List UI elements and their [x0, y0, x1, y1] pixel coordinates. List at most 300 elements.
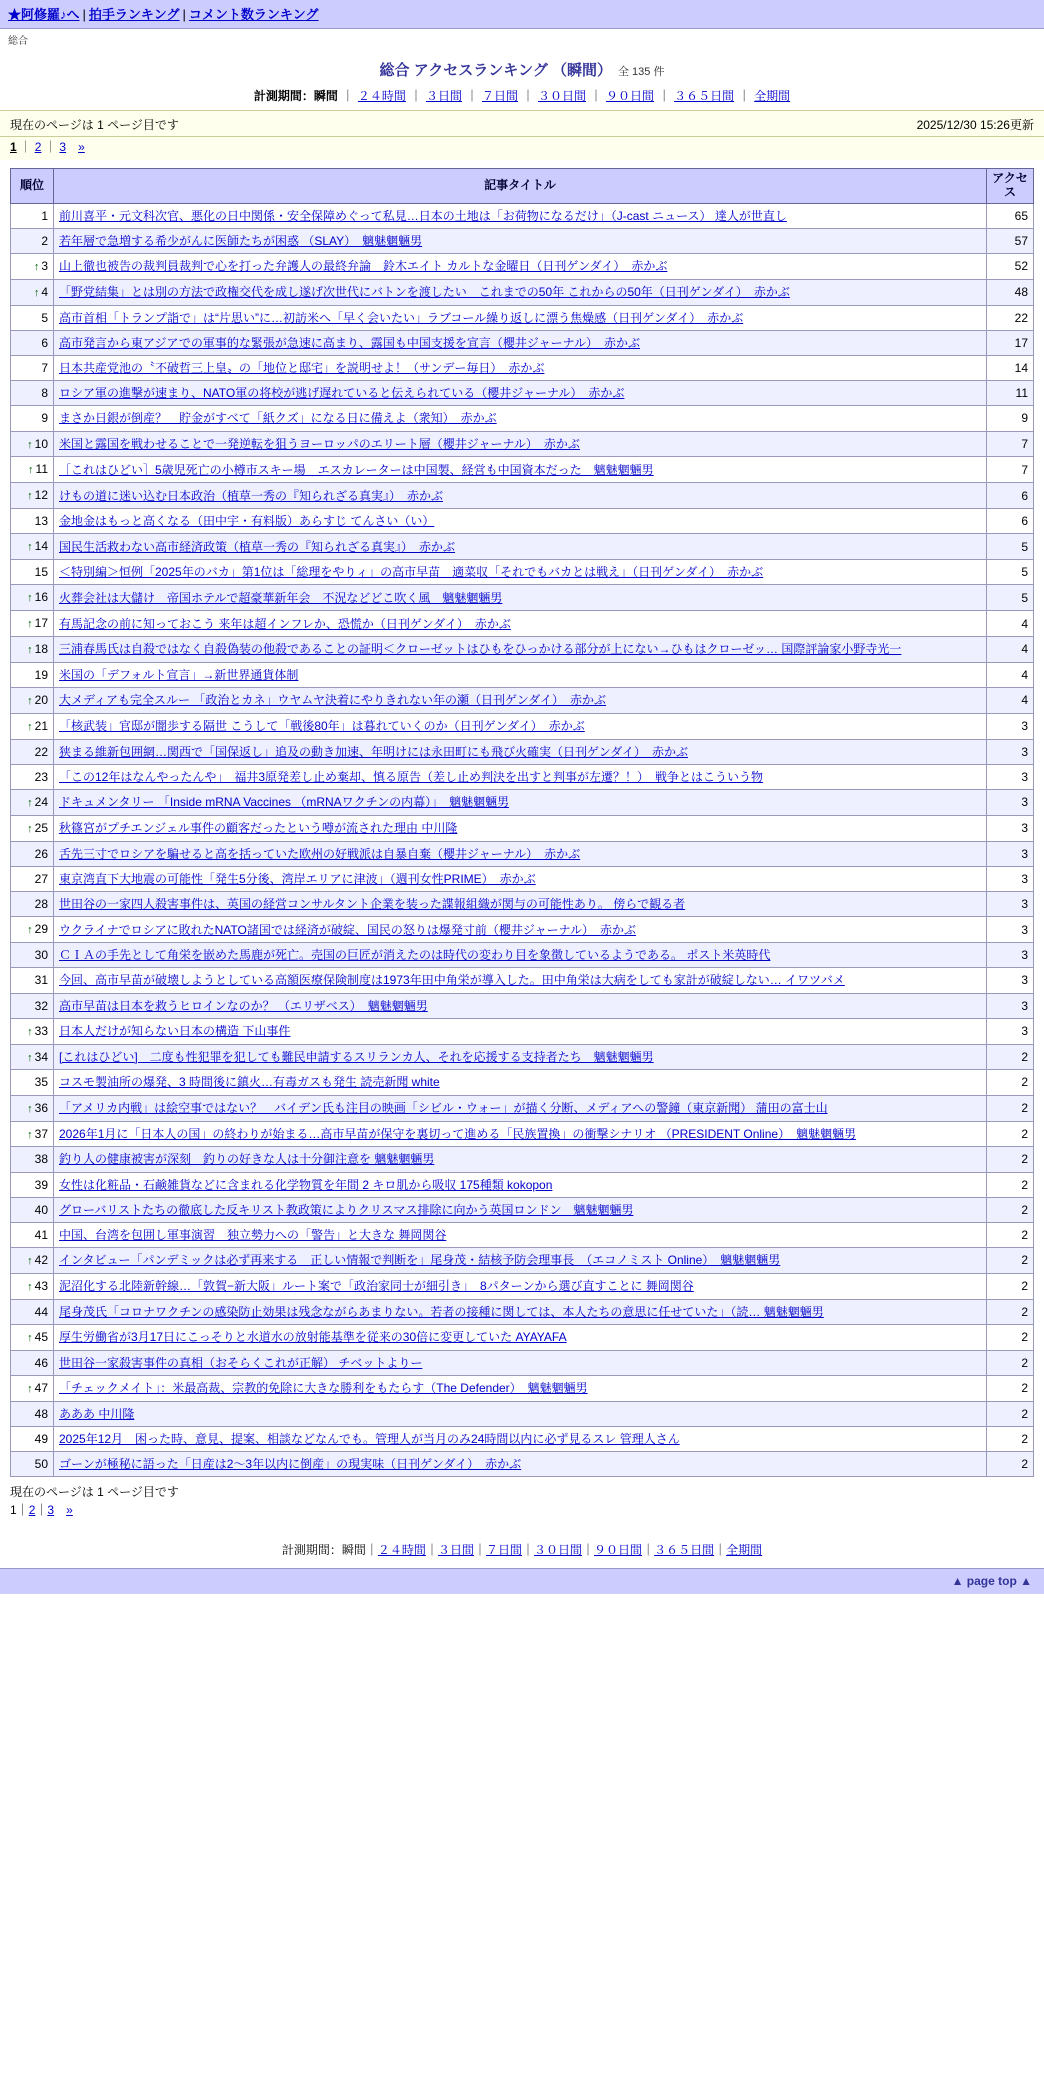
table-row — [11, 305, 1034, 330]
table-row — [11, 483, 1034, 509]
rank-cell — [11, 483, 54, 509]
nav-link-clap-ranking[interactable]: 拍手ランキング — [88, 7, 180, 22]
article-link[interactable]: 東京湾直下大地震の可能性「発生5分後、湾岸エリアに津波」（週刊女性PRIME） 赤かぶ — [59, 872, 536, 886]
title-cell — [54, 1172, 987, 1197]
table-row — [11, 560, 1034, 585]
article-link[interactable]: ＣＩＡの手先として角栄を嵌めた馬鹿が死亡。売国の巨匠が消えたのは時代の変わり目を象徴しているようである。 ポスト米英時代 — [59, 948, 771, 963]
period-sep-bottom-3: ｜ — [473, 1543, 486, 1558]
rank-cell — [11, 662, 54, 687]
rank-cell — [11, 1376, 54, 1402]
rank-up-icon: ↑ — [33, 286, 40, 299]
rank-number: 39 — [34, 1177, 48, 1192]
article-link[interactable]: 今回、高市早苗が破壊しようとしている高額医療保険制度は1973年田中角栄が導入した。田中角栄は大病をしても家計が破綻しない… イワツバメ — [59, 973, 845, 988]
title-cell — [54, 764, 987, 789]
period-option-top-1[interactable]: ２４時間 — [357, 89, 406, 103]
table-row — [11, 1044, 1034, 1070]
period-option-bottom-1[interactable]: ２４時間 — [377, 1543, 426, 1558]
period-sep-top-4: ｜ — [522, 89, 535, 103]
rank-number: 20 — [34, 693, 48, 708]
pager-bottom-page-1[interactable]: 1 — [10, 1503, 17, 1518]
table-row — [11, 1197, 1034, 1222]
access-count: 7 — [987, 457, 1034, 483]
title-cell — [54, 611, 987, 637]
article-link[interactable]: 世田谷の一家四人殺害事件は、英国の経営コンサルタント企業を装った諜報組織が関与の可能性あり。 傍らで観る者 — [59, 897, 686, 912]
access-count: 2 — [987, 1248, 1034, 1274]
rank-number: 23 — [34, 769, 48, 784]
access-count: 5 — [987, 534, 1034, 560]
table-row — [11, 253, 1034, 279]
period-option-bottom-0[interactable]: 瞬間 — [341, 1543, 366, 1558]
period-option-bottom-3[interactable]: ７日間 — [485, 1543, 522, 1558]
access-count: 3 — [987, 993, 1034, 1018]
rank-up-icon: ↑ — [27, 695, 33, 708]
access-count: 22 — [987, 305, 1034, 330]
rank-number: 21 — [34, 718, 48, 733]
rank-number: 10 — [34, 436, 48, 451]
article-link[interactable]: 三浦春馬氏は自殺ではなく自殺偽装の他殺であることの証明＜クローゼットはひもをひっかける部分が上にない→ひもはクローゼッ… 国際評論家小野寺光一 — [59, 642, 902, 657]
title-cell — [54, 713, 987, 739]
table-row — [11, 1222, 1034, 1247]
table-row — [11, 739, 1034, 764]
access-count: 3 — [987, 739, 1034, 764]
rank-number: 19 — [34, 667, 48, 682]
period-option-top-6[interactable]: ３６５日間 — [674, 89, 735, 103]
article-link[interactable]: まさか日銀が倒産？ 貯金がすべて「紙クズ」になる日に備えよ（衆知） 赤かぶ — [59, 411, 497, 426]
period-sep-top-5: ｜ — [590, 89, 603, 103]
access-count: 57 — [987, 228, 1034, 253]
article-link[interactable]: 有馬記念の前に知っておこう 来年は超インフレか、恐慌か（日刊ゲンダイ） 赤かぶ — [59, 616, 511, 631]
rank-up-icon: ↑ — [28, 464, 34, 477]
rank-cell — [11, 892, 54, 917]
rank-cell — [11, 406, 54, 431]
pager-top-sep-1: ｜ — [19, 140, 32, 154]
article-link[interactable]: 金地金はもっと高くなる（田中宇・有料版）あらすじ てんさい（い） — [59, 514, 435, 529]
period-sep-top-3: ｜ — [465, 89, 478, 103]
article-link[interactable]: 「野党結集」とは別の方法で政権交代を成し遂げ次世代にバトンを渡したい これまでの50年 これからの50年（日刊ゲンダイ） 赤かぶ — [59, 285, 790, 300]
access-count: 3 — [987, 764, 1034, 789]
rank-cell — [11, 739, 54, 764]
article-link[interactable]: 国民生活救わない高市経済政策（植草一秀の『知られざる真実』） 赤かぶ — [59, 539, 456, 554]
rank-number: 4 — [41, 284, 48, 299]
title-cell — [54, 1147, 987, 1172]
table-row — [11, 892, 1034, 917]
table-row — [11, 611, 1034, 637]
table-row — [11, 867, 1034, 892]
rank-up-icon: ↑ — [27, 1331, 33, 1344]
article-link[interactable]: 舌先三寸でロシアを騙せると高を括っていた欧州の好戦派は自暴自棄（櫻井ジャーナル） 赤かぶ — [59, 846, 581, 861]
rank-number: 13 — [34, 514, 48, 529]
article-link[interactable]: 中国、台湾を包囲し軍事演習 独立勢力への「警告」と大きな 舞岡関谷 — [59, 1227, 447, 1242]
access-count: 4 — [987, 688, 1034, 714]
table-row — [11, 1299, 1034, 1324]
rank-up-icon: ↑ — [27, 490, 33, 503]
article-link[interactable]: 日本共産党池の〝不破哲三上皇〟の「地位と邸宅」を説明せよ！（サンデー毎日） 赤かぶ — [59, 361, 545, 376]
rank-cell — [11, 1147, 54, 1172]
rank-cell — [11, 1121, 54, 1147]
table-row — [11, 1248, 1034, 1274]
table-row — [11, 1070, 1034, 1095]
period-sep-bottom-2: ｜ — [425, 1543, 438, 1558]
current-page-text-top: 現在のページは 1 ページ目です — [10, 118, 179, 132]
article-link[interactable]: ［これはひどい］5歳児死亡の小樽市スキー場 エスカレーターは中国製、経営も中国資本だった 魑魅魍魎男 — [59, 462, 654, 477]
table-row — [11, 1324, 1034, 1350]
rank-up-icon: ↑ — [27, 1102, 33, 1115]
rank-up-icon: ↑ — [33, 260, 40, 273]
rank-number: 42 — [34, 1253, 48, 1268]
table-row — [11, 279, 1034, 305]
rank-cell — [11, 1197, 54, 1222]
column-header-title: 記事タイトル — [54, 169, 987, 204]
period-sep-bottom-5: ｜ — [582, 1543, 595, 1558]
pager-bottom-page-3[interactable]: 3 — [47, 1503, 55, 1518]
rank-up-icon: ↑ — [27, 592, 33, 605]
rank-number: 27 — [34, 872, 48, 886]
access-count: 2 — [987, 1121, 1034, 1147]
article-link[interactable]: 若年層で急増する希少がんに医師たちが困惑 （SLAY） 魑魅魍魎男 — [59, 233, 423, 248]
rank-cell — [11, 1401, 54, 1426]
table-row — [11, 330, 1034, 355]
article-link[interactable]: 高市首相「トランプ詣で」は“片思い”に…初訪米へ「早く会いたい」ラブコール繰り返しに漂う焦燥感（日刊ゲンダイ） 赤かぶ — [59, 310, 744, 325]
access-count: 2 — [987, 1427, 1034, 1452]
table-row — [11, 228, 1034, 253]
page-top-link[interactable]: ▲ page top ▲ — [951, 1574, 1032, 1589]
table-row — [11, 1147, 1034, 1172]
rank-cell — [11, 560, 54, 585]
rank-number: 17 — [34, 616, 48, 631]
rank-number: 24 — [34, 795, 48, 810]
access-count: 2 — [987, 1044, 1034, 1070]
table-row — [11, 381, 1034, 406]
rank-up-icon: ↑ — [27, 822, 33, 835]
nav-link-comment-ranking[interactable]: コメント数ランキング — [188, 7, 319, 22]
article-link[interactable]: 厚生労働省が3月17日にこっそりと水道水の放射能基準を従来の30倍に変更していた AYAYAFA — [59, 1330, 567, 1345]
title-cell — [54, 892, 987, 917]
rank-number: 14 — [34, 539, 48, 554]
table-row — [11, 1121, 1034, 1147]
rank-cell — [11, 1324, 54, 1350]
rank-cell — [11, 1427, 54, 1452]
access-count: 2 — [987, 1273, 1034, 1299]
title-cell — [54, 203, 987, 228]
title-cell — [54, 381, 987, 406]
access-count: 3 — [987, 867, 1034, 892]
title-cell — [54, 1197, 987, 1222]
article-link[interactable]: ロシア軍の進撃が速まり、NATO軍の将校が逃げ遅れていると伝えられている（櫻井ジャーナル） 赤かぶ — [59, 386, 625, 401]
rank-cell — [11, 790, 54, 816]
table-row — [11, 968, 1034, 993]
title-cell — [54, 560, 987, 585]
rank-number: 45 — [34, 1329, 48, 1344]
rank-cell — [11, 1222, 54, 1247]
rank-cell — [11, 1044, 54, 1070]
table-row — [11, 815, 1034, 841]
article-link[interactable]: 山上徹也被告の裁判員裁判で心を打った弁護人の最終弁論 鈴木エイト カルトな金曜日（日刊ゲンダイ） 赤かぶ — [59, 259, 668, 274]
article-link[interactable]: 「核武装」官邸が闇歩する隔世 こうして「戦後80年」は暮れていくのか（日刊ゲンダイ） 赤かぶ — [59, 719, 585, 734]
rank-number: 35 — [34, 1075, 48, 1090]
pager-top-page-2[interactable]: 2 — [34, 140, 42, 154]
period-sep-bottom-7: ｜ — [714, 1543, 727, 1558]
article-link[interactable]: グローバリストたちの徹底した反キリスト教政策によりクリスマス排除に向かう英国ロンドン 魑魅魍魎男 — [59, 1202, 634, 1217]
rank-number: 30 — [34, 948, 48, 963]
period-option-top-4[interactable]: ３０日間 — [538, 89, 587, 103]
table-row — [11, 1273, 1034, 1299]
nav-separator-1: | — [82, 7, 86, 22]
access-count: 2 — [987, 1070, 1034, 1095]
title-cell — [54, 815, 987, 841]
rank-cell — [11, 815, 54, 841]
period-sep-bottom-4: ｜ — [522, 1543, 535, 1558]
article-link[interactable]: ウクライナでロシアに敗れたNATO諸国では経済が破綻、国民の怒りは爆発寸前（櫻井ジャーナル） 赤かぶ — [59, 922, 637, 937]
period-option-top-5[interactable]: ９０日間 — [606, 89, 655, 103]
access-count: 3 — [987, 968, 1034, 993]
period-option-top-0[interactable]: 瞬間 — [313, 89, 338, 103]
article-link[interactable]: 2025年12月 困った時、意見、提案、相談などなんでも。管理人が当月のみ24時間以内に必ず見るスレ 管理人さん — [59, 1432, 680, 1447]
rank-number: 41 — [34, 1227, 48, 1242]
title-cell — [54, 279, 987, 305]
title-cell — [54, 867, 987, 892]
table-row — [11, 431, 1034, 457]
pager-bottom-sep-2: ｜ — [35, 1503, 48, 1518]
rank-number: 44 — [34, 1304, 48, 1319]
title-cell — [54, 483, 987, 509]
article-link[interactable]: 大メディアも完全スルー 「政治とカネ」ウヤムヤ決着にやりきれない年の瀬（日刊ゲンダイ） 赤かぶ — [59, 693, 607, 708]
title-cell — [54, 943, 987, 968]
article-link[interactable]: 前川喜平・元文科次官、悪化の日中関係・安全保障めぐって私見…日本の土地は「お荷物になるだけ」（J-cast ニュース） 達人が世直し — [59, 208, 787, 223]
rank-number: 6 — [41, 335, 48, 350]
article-link[interactable]: 女性は化粧品・石鹸雑貨などに含まれる化学物質を年間 2 キロ肌から吸収 175種類 kokopon — [59, 1177, 553, 1192]
page-title-text: 総合 アクセスランキング （瞬間） — [379, 62, 612, 79]
pager-bottom-next[interactable]: » — [66, 1503, 73, 1518]
rank-cell — [11, 713, 54, 739]
rank-cell — [11, 611, 54, 637]
rank-cell — [11, 1248, 54, 1274]
title-cell — [54, 1044, 987, 1070]
table-row — [11, 1018, 1034, 1044]
rank-cell — [11, 1452, 54, 1477]
period-option-bottom-6[interactable]: ３６５日間 — [654, 1543, 715, 1558]
nav-link-asyura[interactable]: ★阿修羅♪へ — [8, 7, 80, 22]
access-count: 3 — [987, 943, 1034, 968]
period-sep-top-6: ｜ — [658, 89, 671, 103]
table-row — [11, 637, 1034, 663]
rank-cell — [11, 509, 54, 534]
rank-number: 12 — [34, 488, 48, 503]
access-count: 48 — [987, 279, 1034, 305]
access-count: 2 — [987, 1350, 1034, 1375]
article-link[interactable]: 「この12年はなんやったんや」 福井3原発差し止め棄却、慎る原告（差し止め判決を出すと判事が左遷？！） 戦争とはこういう物 — [59, 769, 764, 784]
article-link[interactable]: 世田谷一家殺害事件の真相（おそらくこれが正解） チベットよりー — [59, 1355, 423, 1370]
rank-number: 1 — [41, 208, 48, 223]
rank-number: 49 — [34, 1432, 48, 1447]
top-navigation — [0, 0, 1044, 29]
title-cell — [54, 1350, 987, 1375]
rank-number: 3 — [41, 258, 48, 273]
rank-number: 9 — [41, 411, 48, 426]
article-link[interactable]: 高市発言から東アジアでの軍事的な緊張が急速に高まり、露国も中国支援を宣言（櫻井ジャーナル） 赤かぶ — [59, 335, 641, 350]
article-link[interactable]: 狭まる維新包囲網…関西で「国保返し」追及の動き加速、年明けには永田町にも飛び火確実（日刊ゲンダイ） 赤かぶ — [59, 744, 689, 759]
table-row — [11, 841, 1034, 866]
table-row — [11, 585, 1034, 611]
article-link[interactable]: コスモ製油所の爆発、3 時間後に鎮火…有毒ガスも発生 読売新聞 white — [59, 1075, 440, 1090]
title-cell — [54, 1095, 987, 1121]
title-cell — [54, 917, 987, 943]
access-count: 14 — [987, 356, 1034, 381]
rank-cell — [11, 457, 54, 483]
title-cell — [54, 790, 987, 816]
access-count: 2 — [987, 1401, 1034, 1426]
rank-up-icon: ↑ — [27, 1280, 33, 1293]
period-option-top-3[interactable]: ７日間 — [481, 89, 518, 103]
title-cell — [54, 1452, 987, 1477]
table-row — [11, 943, 1034, 968]
access-count: 11 — [987, 381, 1034, 406]
period-option-bottom-4[interactable]: ３０日間 — [534, 1543, 583, 1558]
title-cell — [54, 305, 987, 330]
period-sep-top-2: ｜ — [409, 89, 422, 103]
article-link[interactable]: 火葬会社は大儲け 帝国ホテルで超豪華新年会 不況などどこ吹く風 魑魅魍魎男 — [59, 590, 503, 605]
title-cell — [54, 1376, 987, 1402]
rank-up-icon: ↑ — [27, 1255, 33, 1268]
article-link[interactable]: けもの道に迷い込む日本政治（植草一秀の『知られざる真実』） 赤かぶ — [59, 488, 444, 503]
ranking-table — [10, 168, 1034, 1477]
period-sep-bottom-6: ｜ — [642, 1543, 655, 1558]
period-label-top: 計測期間： — [253, 89, 314, 103]
title-cell — [54, 1324, 987, 1350]
rank-up-icon: ↑ — [27, 1025, 33, 1038]
article-link[interactable]: 「チェックメイト」：米最高裁、宗教的免除に大きな勝利をもたらす（The Defender） 魑魅魍魎男 — [59, 1381, 588, 1396]
article-link[interactable]: 泥沼化する北陸新幹線…「敦賀−新大阪」ルート案で「政治家同士が細引き」 8パターンから選び直すことに 舞岡関谷 — [59, 1279, 694, 1294]
article-link[interactable]: 米国の「デフォルト宣言」→新世界通貨体制 — [59, 667, 299, 682]
pager-top — [0, 137, 1044, 160]
title-cell — [54, 1121, 987, 1147]
access-count: 2 — [987, 1299, 1034, 1324]
access-count: 3 — [987, 892, 1034, 917]
period-option-bottom-2[interactable]: ３日間 — [437, 1543, 474, 1558]
period-option-bottom-5[interactable]: ９０日間 — [594, 1543, 643, 1558]
title-cell — [54, 228, 987, 253]
period-option-bottom-7[interactable]: 全期間 — [726, 1543, 763, 1558]
total-count: 全 135 件 — [617, 66, 665, 78]
rank-up-icon: ↑ — [27, 797, 33, 810]
table-header-row — [11, 169, 1034, 204]
article-link[interactable]: ドキュメンタリー 「Inside mRNA Vaccines （mRNAワクチンの内幕）」 魑魅魍魎男 — [59, 795, 510, 810]
article-link[interactable]: 日本人だけが知らない日本の構造 下山事件 — [59, 1024, 291, 1039]
rank-cell — [11, 228, 54, 253]
rank-number: 47 — [34, 1381, 48, 1395]
article-link[interactable]: 秋篠宮がプチエンジェル事件の顧客だったという噂が流された理由 中川隆 — [59, 821, 458, 836]
rank-cell — [11, 356, 54, 381]
access-count: 2 — [987, 1095, 1034, 1121]
pager-bottom-page-2[interactable]: 2 — [28, 1503, 36, 1518]
table-row — [11, 1350, 1034, 1375]
rank-cell — [11, 585, 54, 611]
title-cell — [54, 1070, 987, 1095]
rank-up-icon: ↑ — [27, 618, 33, 631]
access-count: 17 — [987, 330, 1034, 355]
table-row — [11, 509, 1034, 534]
access-count: 9 — [987, 406, 1034, 431]
current-page-text-bottom: 現在のページは 1 ページ目です — [10, 1485, 179, 1500]
period-option-top-7[interactable]: 全期間 — [754, 89, 791, 103]
access-count: 6 — [987, 483, 1034, 509]
rank-cell — [11, 993, 54, 1018]
access-count: 6 — [987, 509, 1034, 534]
article-link[interactable]: 米国と露国を戦わせることで一発逆転を狙うヨーロッパのエリート層（櫻井ジャーナル） 赤かぶ — [59, 436, 580, 451]
title-cell — [54, 637, 987, 663]
rank-cell — [11, 637, 54, 663]
title-cell — [54, 739, 987, 764]
table-row — [11, 406, 1034, 431]
article-link[interactable]: 「アメリカ内戦」は絵空事ではない？ バイデン氏も注目の映画「シビル・ウォー」が描く分断、メディアへの警鐘（東京新聞） 蒲田の富士山 — [59, 1100, 828, 1115]
period-option-top-2[interactable]: ３日間 — [425, 89, 462, 103]
article-link[interactable]: [これはひどい] 二度も性犯罪を犯しても難民申請するスリランカ人、それを応援する支持者たち 魑魅魍魎男 — [59, 1049, 654, 1064]
article-link[interactable]: 2026年1月に「日本人の国」の終わりが始まる…高市早苗が保守を裏切って進める「民族置換」の衝撃シナリオ （PRESIDENT Online） 魑魅魍魎男 — [59, 1126, 857, 1141]
access-count: 5 — [987, 585, 1034, 611]
rank-cell — [11, 764, 54, 789]
rank-up-icon: ↑ — [27, 720, 33, 733]
access-count: 2 — [987, 1197, 1034, 1222]
rank-number: 8 — [41, 386, 48, 401]
rank-number: 40 — [34, 1202, 48, 1217]
rank-number: 22 — [34, 744, 48, 759]
table-row — [11, 1427, 1034, 1452]
article-link[interactable]: あああ 中川隆 — [59, 1406, 135, 1421]
pager-bottom-sep-1: ｜ — [16, 1503, 29, 1518]
table-row — [11, 1172, 1034, 1197]
period-label-bottom: 計測期間： — [281, 1543, 342, 1558]
period-sep-top-1: ｜ — [341, 89, 354, 103]
table-row — [11, 1095, 1034, 1121]
pager-top-page-1[interactable]: 1 — [10, 140, 17, 154]
article-link[interactable]: 高市早苗は日本を救うヒロインなのか？ （エリザベス） 魑魅魍魎男 — [59, 998, 428, 1013]
updated-timestamp: 2025/12/30 15:26更新 — [916, 118, 1034, 132]
table-row — [11, 713, 1034, 739]
rank-number: 31 — [34, 973, 48, 988]
table-row — [11, 457, 1034, 483]
pager-top-next[interactable]: » — [78, 140, 85, 154]
nav-separator-2: | — [182, 7, 186, 22]
rank-cell — [11, 1299, 54, 1324]
title-cell — [54, 1248, 987, 1274]
rank-number: 32 — [34, 998, 48, 1013]
access-count: 3 — [987, 917, 1034, 943]
table-row — [11, 917, 1034, 943]
rank-cell — [11, 968, 54, 993]
access-count: 4 — [987, 637, 1034, 663]
title-cell — [54, 1299, 987, 1324]
title-cell — [54, 1018, 987, 1044]
title-cell — [54, 1427, 987, 1452]
rank-up-icon: ↑ — [27, 1051, 33, 1064]
access-count: 3 — [987, 790, 1034, 816]
rank-up-icon: ↑ — [27, 541, 33, 554]
ranking-table-body — [11, 203, 1034, 1477]
article-link[interactable]: 尾身茂氏「コロナワクチンの感染防止効果は残念ながらあまりない。若者の接種に関しては、本人たちの意思に任せていた」（読… 魑魅魍魎男 — [59, 1304, 824, 1319]
article-link[interactable]: ゴーンが極秘に語った「日産は2〜3年以内に倒産」の現実味（日刊ゲンダイ） 赤かぶ — [59, 1457, 522, 1472]
table-row — [11, 688, 1034, 714]
access-count: 2 — [987, 1147, 1034, 1172]
table-row — [11, 203, 1034, 228]
pager-top-page-3[interactable]: 3 — [59, 140, 67, 154]
rank-cell — [11, 253, 54, 279]
title-cell — [54, 330, 987, 355]
access-count: 2 — [987, 1452, 1034, 1477]
article-link[interactable]: インタビュー「パンデミックは必ず再来する 正しい情報で判断を」尾身茂・結核予防会理事長 （エコノミスト Online） 魑魅魍魎男 — [59, 1253, 781, 1268]
rank-up-icon: ↑ — [27, 1383, 33, 1395]
title-cell — [54, 688, 987, 714]
article-link[interactable]: 釣り人の健康被害が深刻 釣りの好きな人は十分御注意を 魑魅魍魎男 — [59, 1152, 435, 1167]
article-link[interactable]: ＜特別編＞恒例「2025年のバカ」第1位は「総理をやりィ」の高市早苗 適菜収「それでもバカとは戦え」（日刊ゲンダイ） 赤かぶ — [59, 565, 764, 580]
